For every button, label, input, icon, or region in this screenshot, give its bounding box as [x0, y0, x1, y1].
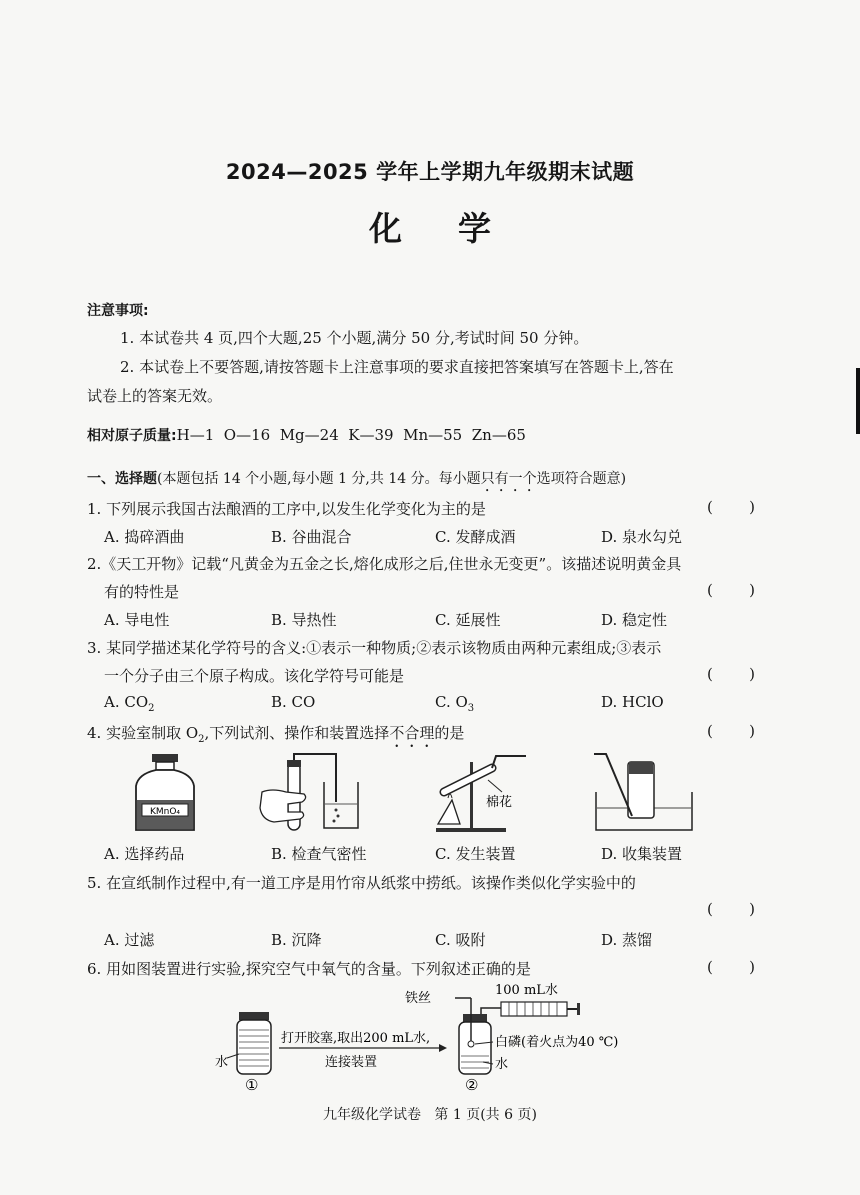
q1-option-c: C. 发酵成酒 [435, 528, 516, 546]
notice-heading: 注意事项: [87, 303, 149, 319]
q5-option-c: C. 吸附 [435, 931, 486, 949]
q3-option-a: A. $CO_2$ [104, 693, 155, 714]
collection-apparatus-image [592, 752, 702, 834]
scan-edge-mark [856, 368, 860, 434]
q2-option-a: A. 导电性 [104, 611, 170, 629]
subject-char: 学 [458, 209, 491, 248]
q2-option-d: D. 稳定性 [601, 611, 668, 629]
oxygen-content-experiment-figure [215, 983, 655, 1094]
question-4-stem: 4. 实验室制取 $O_2$,下列试剂、操作和装置选择不合理的是 [87, 724, 465, 745]
answer-bracket: ( ) [707, 581, 755, 599]
question-5-stem: 5. 在宣纸制作过程中,有一道工序是用竹帘从纸浆中捞纸。该操作类似化学实验中的 [87, 874, 636, 892]
question-6-stem: 6. 用如图装置进行实验,探究空气中氧气的含量。下列叙述正确的是 [87, 960, 531, 978]
section-note-emphasis: 只有一个 [480, 471, 537, 487]
white-phosphorus-label: 白磷(着火点为40 ℃) [495, 1035, 619, 1050]
q5-option-b: B. 沉降 [271, 931, 322, 949]
q2-option-c: C. 延展性 [435, 611, 501, 629]
arrow-text-2: 连接装置 [325, 1055, 378, 1070]
page-footer: 九年级化学试卷 第 1 页(共 6 页) [323, 1107, 537, 1123]
exam-title: 2024—2025 学年上学期九年级期末试题 [225, 160, 635, 184]
answer-bracket: ( ) [707, 665, 755, 683]
q3-option-b: B. CO [271, 693, 316, 711]
q4-option-b: B. 检查气密性 [271, 845, 367, 863]
bottle2-water-label: 水 [495, 1057, 509, 1072]
q4-option-d: D. 收集装置 [601, 845, 683, 863]
question-3-stem-cont: 一个分子由三个原子构成。该化学符号可能是 [104, 667, 405, 685]
iron-wire-label: 铁丝 [405, 991, 432, 1006]
q4-option-c: C. 发生装置 [435, 845, 516, 863]
q1-option-d: D. 泉水勾兑 [601, 528, 683, 546]
arrow-text-1: 打开胶塞,取出200 mL水, [281, 1031, 431, 1046]
notice-item: 2. 本试卷上不要答题,请按答题卡上注意事项的要求直接把答案填写在答题卡上,答在 [120, 358, 674, 376]
q2-option-b: B. 导热性 [271, 611, 337, 629]
syringe-label: 100 mL水 [495, 983, 558, 998]
q5-option-a: A. 过滤 [104, 931, 155, 949]
q3-option-c: C. $O_3$ [435, 693, 475, 714]
answer-bracket: ( ) [707, 900, 755, 918]
generation-apparatus-image [430, 752, 540, 834]
airtightness-check-image [258, 752, 368, 834]
q5-option-d: D. 蒸馏 [601, 931, 653, 949]
atomic-mass-label: 相对原子质量: [87, 428, 177, 444]
cotton-label: 棉花 [486, 795, 513, 810]
section-title: 一、选择题 [87, 471, 157, 487]
q3-option-d: D. HClO [601, 693, 664, 711]
section-note: (本题包括 14 个小题,每小题 1 分,共 14 分。每小题 [157, 471, 481, 487]
question-2-stem-cont: 有的特性是 [104, 583, 180, 601]
step-2-label: ② [465, 1076, 479, 1094]
question-3-stem: 3. 某同学描述某化学符号的含义:①表示一种物质;②表示该物质由两种元素组成;③表示 [87, 639, 662, 657]
answer-bracket: ( ) [707, 498, 755, 516]
q4-option-a: A. 选择药品 [104, 845, 185, 863]
notice-item: 1. 本试卷共 4 页,四个大题,25 个小题,满分 50 分,考试时间 50 分钟。 [120, 329, 589, 347]
notice-item: 试卷上的答案无效。 [87, 387, 223, 405]
question-1-stem: 1. 下列展示我国古法酿酒的工序中,以发生化学变化为主的是 [87, 500, 486, 518]
step-1-label: ① [245, 1076, 259, 1094]
atomic-mass-line [87, 425, 526, 445]
reagent-bottle-image [130, 752, 200, 834]
subject-title [0, 203, 860, 250]
section-note-end: 选项符合题意) [536, 471, 627, 487]
bottle1-water-label: 水 [215, 1055, 229, 1070]
q4-emphasis: 不合理 [389, 724, 435, 742]
atomic-mass-values: H—1 O—16 Mg—24 K—39 Mn—55 Zn—65 [176, 426, 526, 444]
q1-option-b: B. 谷曲混合 [271, 528, 352, 546]
section-heading [87, 468, 626, 495]
question-2-stem: 2.《天工开物》记载“凡黄金为五金之长,熔化成形之后,住世永无变更”。该描述说明黄金具 [87, 555, 682, 573]
answer-bracket: ( ) [707, 958, 755, 976]
bottle-label: KMnO₄ [149, 807, 181, 817]
answer-bracket: ( ) [707, 722, 755, 740]
subject-char: 化 [369, 209, 402, 248]
q1-option-a: A. 捣碎酒曲 [104, 528, 185, 546]
